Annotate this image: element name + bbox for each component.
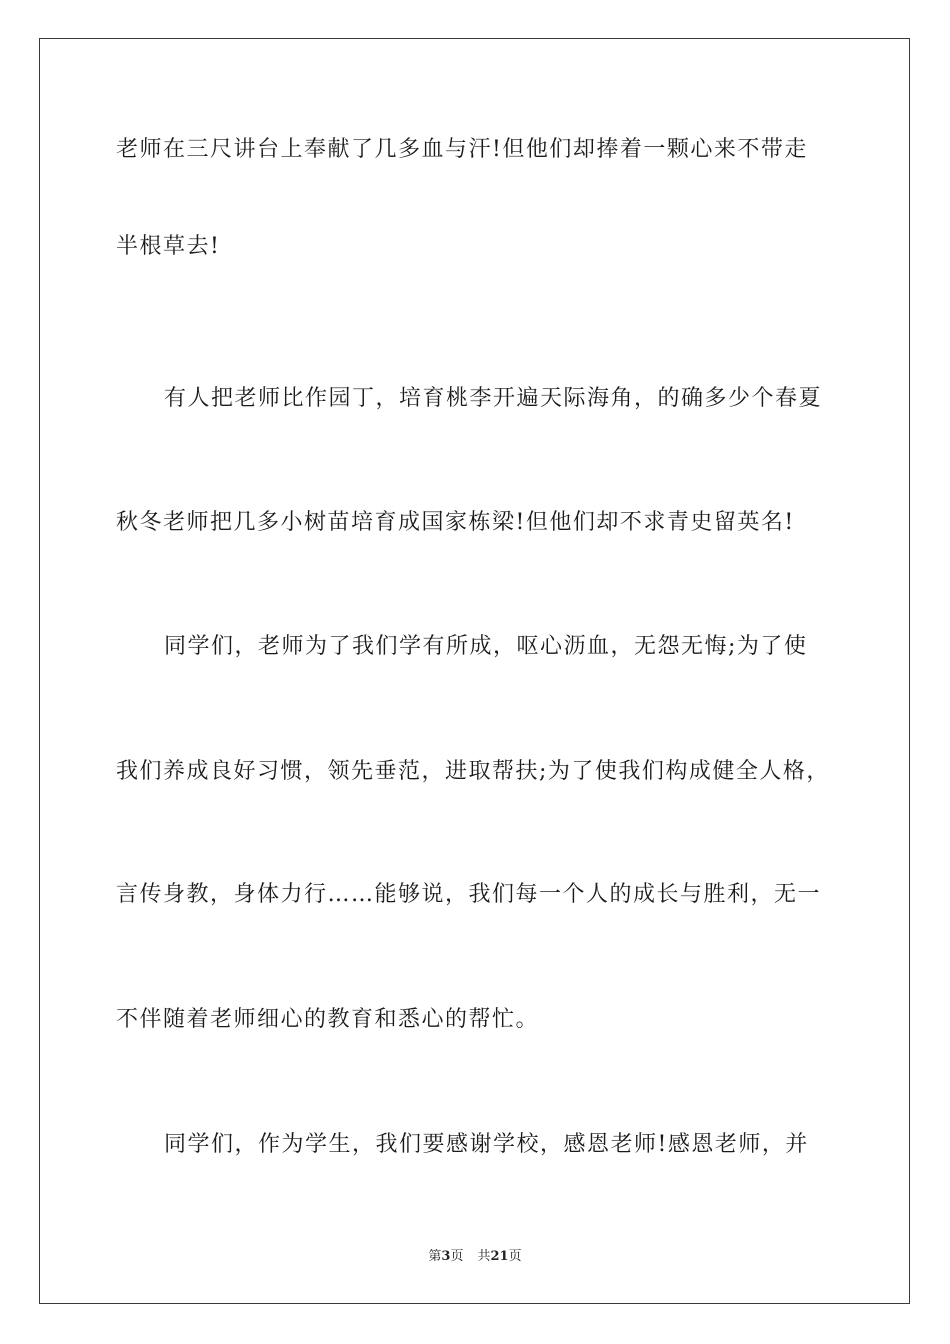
- text-line-2: 半根草去!: [116, 234, 221, 259]
- total-suffix: 页: [508, 1249, 522, 1264]
- page-suffix: 页: [450, 1249, 464, 1264]
- text-line-4: 秋冬老师把几多小树苗培育成国家栋梁!但他们却不求青史留英名!: [116, 510, 795, 535]
- page-footer: [0, 1248, 950, 1266]
- page-number: 3: [441, 1249, 451, 1264]
- text-line-8: 不伴随着老师细心的教育和悉心的帮忙。: [116, 1007, 540, 1032]
- page-prefix: 第: [428, 1249, 442, 1264]
- page-border: [39, 38, 910, 1304]
- text-line-9: 同学们，作为学生，我们要感谢学校，感恩老师!感恩老师，并: [164, 1132, 809, 1157]
- text-line-6: 我们养成良好习惯，领先垂范，进取帮扶;为了使我们构成健全人格，: [116, 759, 830, 784]
- text-line-7: 言传身教，身体力行……能够说，我们每一个人的成长与胜利，无一: [116, 882, 822, 907]
- text-line-5: 同学们，老师为了我们学有所成，呕心沥血，无怨无悔;为了使: [164, 634, 808, 659]
- total-pages: 21: [490, 1249, 509, 1264]
- text-line-1: 老师在三尺讲台上奉献了几多血与汗!但他们却捧着一颗心来不带走: [116, 137, 808, 162]
- total-prefix: 共: [477, 1249, 491, 1264]
- text-line-3: 有人把老师比作园丁，培育桃李开遍天际海角，的确多少个春夏: [164, 386, 823, 411]
